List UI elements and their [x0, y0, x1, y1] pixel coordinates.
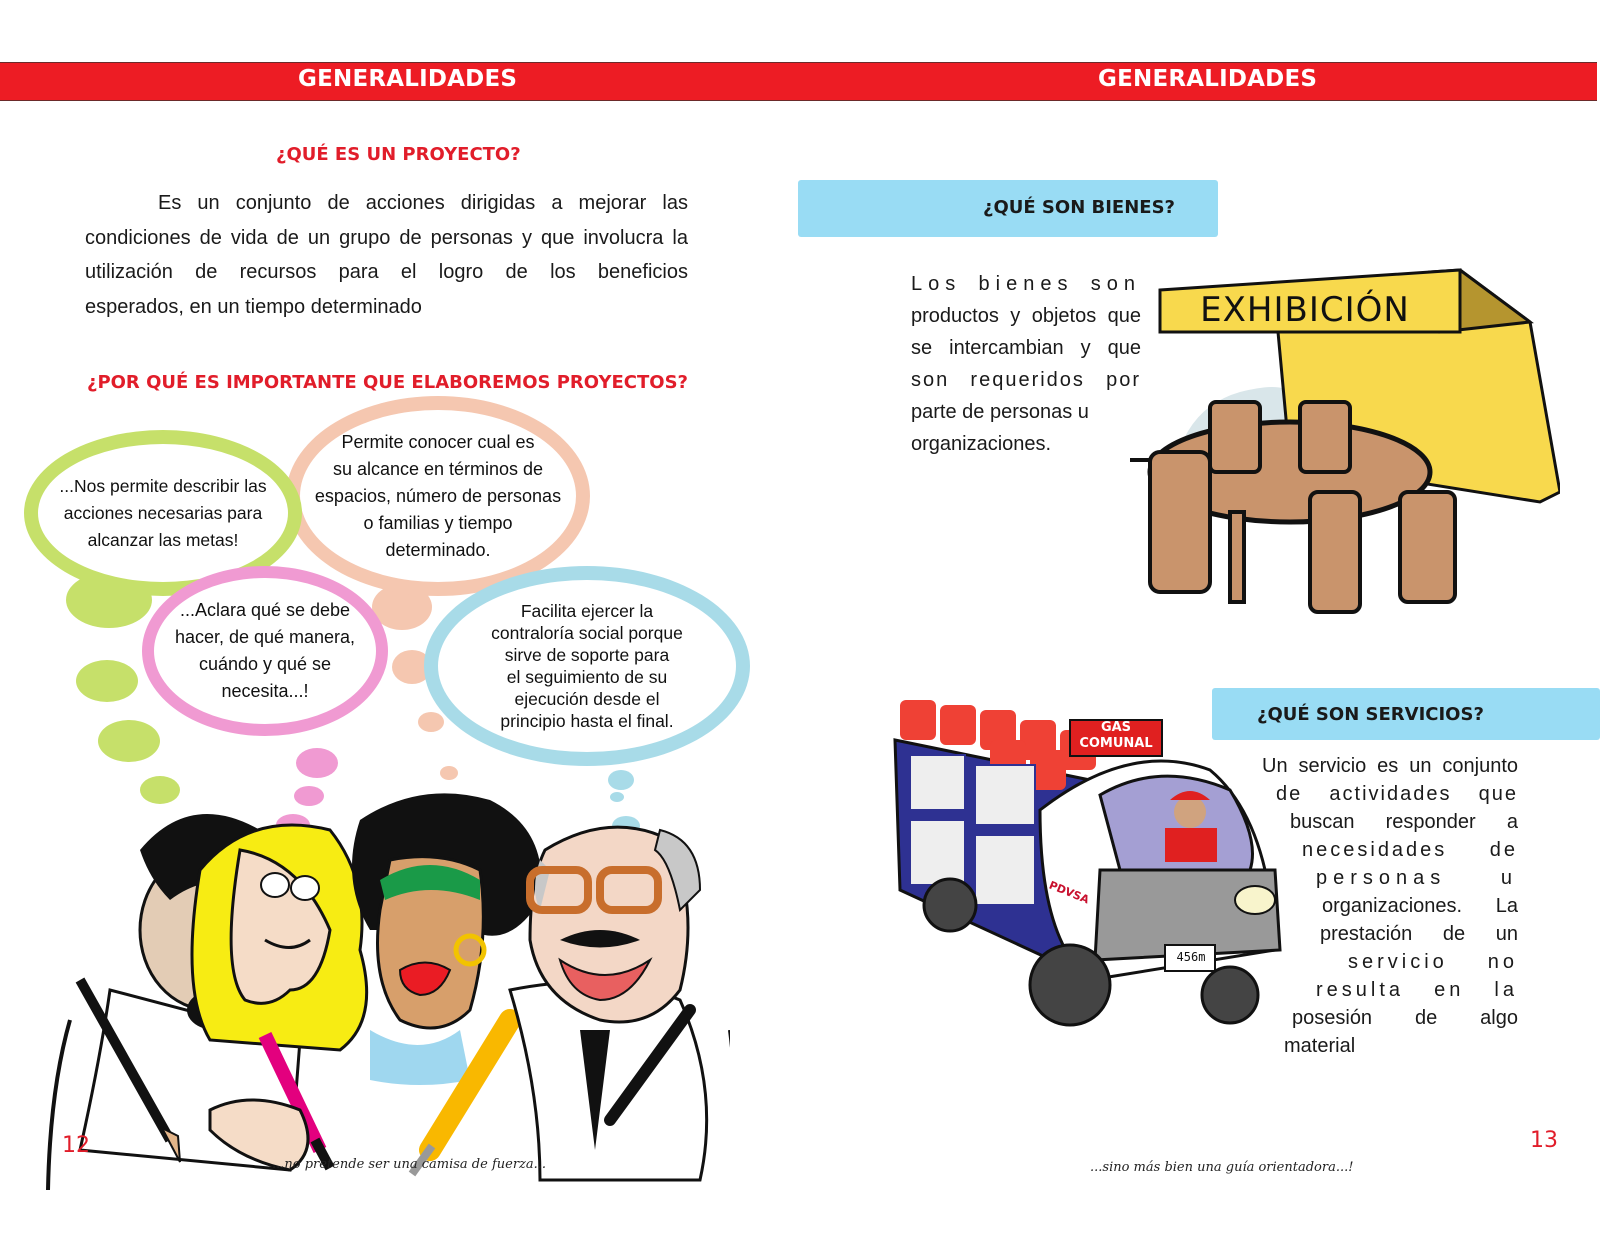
bubble-line: Permite conocer cual es	[341, 431, 535, 452]
text-line: servicio no	[1348, 951, 1518, 973]
bubble-line: ...Nos permite describir las	[59, 475, 267, 496]
text-line: utilización de recursos para el logro de los beneficios	[85, 261, 688, 283]
bubble-line: Facilita ejercer la	[520, 601, 654, 621]
footer-left: ...no pretende ser una camisa de fuerza...	[272, 1157, 547, 1172]
license-plate: 456m	[1176, 950, 1206, 964]
bubble-line: alcanzar las metas!	[87, 529, 239, 550]
text-line: Los bienes son	[911, 273, 1141, 295]
header-bar	[0, 62, 1597, 101]
text-line: parte de personas u	[911, 401, 1089, 423]
bubble-alcance	[286, 396, 590, 596]
heading-que-son-servicios: ¿QUÉ SON SERVICIOS?	[1257, 704, 1484, 725]
bubble-contraloria	[424, 566, 750, 766]
bubble-line: ...Aclara qué se debe	[179, 600, 351, 620]
text-line: de actividades que	[1276, 783, 1518, 805]
footer-right: ...sino más bien una guía orientadora...!	[1090, 1160, 1354, 1175]
bubble-line: su alcance en términos de	[332, 458, 544, 479]
text-line: organizaciones. La	[1322, 895, 1518, 917]
bubble-aclara	[142, 566, 388, 736]
gas-truck-illustration	[880, 700, 1300, 1040]
text-line: prestación de un	[1320, 923, 1518, 945]
bubble-line: cuándo y qué se	[198, 654, 332, 674]
bubble-line: necesita...!	[221, 681, 309, 701]
bubble-line: espacios, número de personas	[314, 485, 562, 506]
text-line: resulta en la	[1316, 979, 1518, 1001]
bienes-definition	[911, 268, 1141, 460]
bubble-line: determinado.	[385, 539, 491, 560]
text-line: necesidades de	[1302, 839, 1518, 861]
page-number-right: 13	[1530, 1128, 1558, 1153]
person-blonde-woman	[192, 825, 367, 1170]
bubble-line: ejecución desde el	[514, 689, 660, 709]
text-line: esperados, en un tiempo determinado	[85, 295, 422, 318]
text-line: posesión de algo	[1292, 1007, 1518, 1029]
sign-line: COMUNAL	[1079, 736, 1153, 751]
pdvsa-logo: PDVSA	[1047, 878, 1092, 907]
text-line: material	[1284, 1035, 1356, 1057]
text-line: productos y objetos que	[911, 305, 1141, 327]
proyecto-definition	[85, 186, 688, 324]
people-writing-illustration	[40, 790, 730, 1190]
text-line: Es un conjunto de acciones dirigidas a mejorar las	[158, 192, 688, 214]
page-number-left: 12	[62, 1133, 90, 1158]
person-older-man	[510, 827, 707, 1180]
text-line: condiciones de vida de un grupo de personas y que involucra la	[85, 226, 688, 249]
heading-que-son-bienes: ¿QUÉ SON BIENES?	[983, 197, 1175, 218]
bubble-line: o familias y tiempo	[363, 512, 513, 533]
text-line: organizaciones.	[911, 433, 1052, 455]
text-line: Un servicio es un conjunto	[1262, 755, 1518, 777]
text-line: buscan responder a	[1290, 811, 1518, 833]
left-page-title: GENERALIDADES	[298, 66, 518, 92]
text-line: personas u	[1316, 867, 1518, 889]
bubble-line: acciones necesarias para	[63, 502, 263, 523]
person-afro-woman	[352, 793, 541, 1174]
exhibition-table-illustration	[1130, 262, 1560, 622]
servicios-definition	[1262, 752, 1518, 1060]
bubble-line: hacer, de qué manera,	[174, 627, 356, 647]
text-line: son requeridos por	[911, 369, 1141, 391]
exhibition-sign-text: EXHIBICIÓN	[1200, 290, 1410, 330]
sign-line: GAS	[1100, 720, 1132, 735]
text-line: se intercambian y que	[911, 337, 1141, 359]
bubble-line: contraloría social porque	[491, 623, 683, 643]
gas-comunal-sign	[1070, 720, 1162, 752]
heading-box-bienes	[798, 180, 1218, 237]
bubble-line: principio hasta el final.	[500, 711, 674, 731]
right-page-title: GENERALIDADES	[1098, 66, 1318, 92]
heading-que-es-proyecto: ¿QUÉ ES UN PROYECTO?	[276, 144, 521, 165]
bubble-line: el seguimiento de su	[506, 667, 668, 687]
heading-por-que-importante: ¿POR QUÉ ES IMPORTANTE QUE ELABOREMOS PROYECTOS?	[87, 372, 688, 393]
bubble-line: sirve de soporte para	[504, 645, 670, 665]
